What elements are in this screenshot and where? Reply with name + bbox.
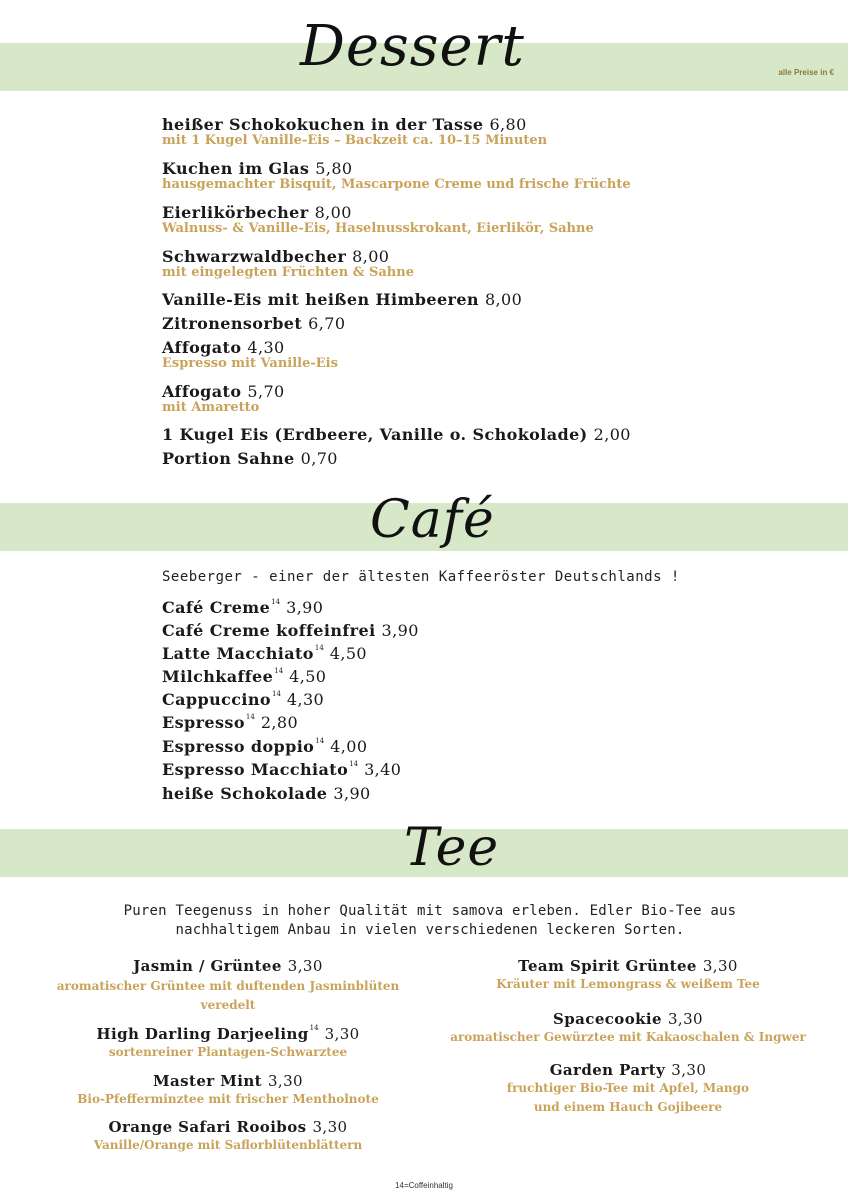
menu-item [162, 623, 419, 639]
item-name: Master Mint [153, 1072, 262, 1090]
item-description: Espresso mit Vanille-Eis [162, 356, 338, 371]
menu-item [162, 646, 367, 662]
item-description: Kräuter mit Lemongrass & weißem Tee [496, 977, 760, 991]
item-description: Walnuss- & Vanille-Eis, Haselnusskrokant, Eierlikör, Sahne [162, 221, 594, 236]
caffeine-marker: 14 [349, 760, 359, 768]
tee-intro-line: nachhaltigem Anbau in vielen verschiedenen leckeren Sorten. [175, 922, 685, 938]
menu-item [162, 786, 371, 802]
item-price: 3,30 [324, 1025, 360, 1043]
item-name: Cappuccino [162, 690, 271, 709]
menu-item [162, 427, 631, 443]
item-name: Eierlikörbecher [162, 203, 309, 222]
menu-item [162, 762, 401, 778]
item-name: High Darling Darjeeling [96, 1025, 309, 1043]
item-name: Garden Party [549, 1061, 666, 1079]
tee-intro-line: Puren Teegenuss in hoher Qualität mit samova erleben. Edler Bio-Tee aus [123, 903, 737, 919]
item-name: Café Creme [162, 598, 271, 617]
item-price: 6,70 [308, 314, 346, 333]
item-name: Espresso Macchiato [162, 760, 349, 779]
menu-item [28, 1119, 428, 1155]
caffeine-marker: 14 [271, 598, 281, 606]
menu-item [162, 340, 338, 370]
menu-item [162, 249, 414, 279]
menu-item [162, 669, 326, 685]
menu-item [428, 1011, 828, 1047]
item-price: 3,90 [381, 621, 419, 640]
menu-item [162, 384, 285, 414]
item-name: heiße Schokolade [162, 784, 328, 803]
caffeine-marker: 14 [315, 737, 325, 745]
item-price: 2,00 [593, 425, 631, 444]
item-price: 8,00 [352, 247, 390, 266]
item-price: 4,30 [286, 690, 325, 709]
item-price: 3,90 [333, 784, 371, 803]
item-description: mit Amaretto [162, 400, 260, 415]
price-note: alle Preise in € [778, 68, 834, 77]
caffeine-marker: 14 [274, 667, 284, 675]
menu-item [162, 205, 594, 235]
caffeine-marker: 14 [271, 690, 281, 698]
cafe-intro: Seeberger - einer der ältesten Kaffeeröster Deutschlands ! [162, 569, 680, 585]
item-name: Espresso [162, 713, 245, 732]
item-price: 4,50 [329, 644, 368, 663]
item-name: Affogato [162, 382, 242, 401]
item-name: Latte Macchiato [162, 644, 314, 663]
item-price: 0,70 [300, 449, 338, 468]
item-price: 3,30 [312, 1118, 348, 1136]
item-name: heißer Schokokuchen in der Tasse [162, 115, 484, 134]
item-description: Bio-Pfefferminztee mit frischer Mentholnote [77, 1092, 379, 1106]
caffeine-marker: 14 [314, 644, 324, 652]
menu-item [162, 316, 345, 332]
item-name: Zitronensorbet [162, 314, 303, 333]
item-name: Portion Sahne [162, 449, 295, 468]
item-price: 3,30 [671, 1061, 707, 1079]
item-name: Vanille-Eis mit heißen Himbeeren [162, 290, 479, 309]
menu-item [428, 1062, 828, 1117]
item-name: Affogato [162, 338, 242, 357]
item-price: 3,40 [364, 760, 402, 779]
caffeine-marker: 14 [309, 1024, 319, 1032]
caffeine-marker: 14 [245, 713, 255, 721]
menu-item [28, 958, 428, 1015]
item-price: 3,30 [667, 1010, 703, 1028]
item-price: 4,00 [330, 737, 368, 756]
item-price: 4,50 [289, 667, 327, 686]
item-description: aromatischer Grüntee mit duftenden Jasminblüten veredelt [56, 979, 400, 1012]
cafe-title: Café [370, 490, 495, 550]
menu-item [162, 739, 367, 755]
item-description: sortenreiner Plantagen-Schwarztee [108, 1045, 348, 1059]
item-name: Schwarzwaldbecher [162, 247, 347, 266]
item-description: hausgemachter Bisquit, Mascarpone Creme und frische Früchte [162, 177, 631, 192]
item-name: Café Creme koffeinfrei [162, 621, 376, 640]
tee-title: Tee [404, 818, 500, 878]
item-name: Jasmin / Grüntee [133, 957, 282, 975]
item-name: 1 Kugel Eis (Erdbeere, Vanille o. Schokolade) [162, 425, 588, 444]
item-name: Milchkaffee [162, 667, 274, 686]
menu-item [162, 292, 522, 308]
menu-item [162, 161, 631, 191]
item-description: aromatischer Gewürztee mit Kakaoschalen & Ingwer [450, 1030, 806, 1044]
menu-item [428, 958, 828, 994]
item-price: 8,00 [314, 203, 352, 222]
menu-item [28, 1073, 428, 1109]
item-price: 5,80 [315, 159, 353, 178]
menu-item [162, 692, 324, 708]
item-name: Orange Safari Rooibos [108, 1118, 307, 1136]
item-name: Kuchen im Glas [162, 159, 310, 178]
item-description: Vanille/Orange mit Saflorblütenblättern [93, 1138, 363, 1152]
item-price: 3,30 [287, 957, 323, 975]
item-name: Spacecookie [553, 1010, 662, 1028]
menu-item [162, 451, 338, 467]
item-price: 3,30 [702, 957, 738, 975]
item-description: mit eingelegten Früchten & Sahne [162, 265, 414, 280]
dessert-title: Dessert [300, 14, 525, 79]
item-name: Team Spirit Grüntee [518, 957, 697, 975]
menu-item [28, 1026, 428, 1062]
item-price: 6,80 [489, 115, 527, 134]
item-price: 5,70 [247, 382, 285, 401]
item-description: mit 1 Kugel Vanille-Eis – Backzeit ca. 10–15 Minuten [162, 133, 548, 148]
item-price: 2,80 [260, 713, 299, 732]
tee-intro [60, 902, 800, 940]
menu-item [162, 715, 298, 731]
item-price: 3,90 [286, 598, 324, 617]
item-price: 4,30 [247, 338, 285, 357]
menu-item [162, 117, 547, 147]
item-description: fruchtiger Bio-Tee mit Apfel, Mango und einem Hauch Gojibeere [506, 1081, 750, 1114]
menu-item [162, 600, 323, 616]
item-price: 8,00 [484, 290, 523, 309]
caffeine-footnote: 14=Coffeinhaltig [395, 1181, 453, 1190]
item-name: Espresso doppio [162, 737, 315, 756]
item-price: 3,30 [267, 1072, 303, 1090]
